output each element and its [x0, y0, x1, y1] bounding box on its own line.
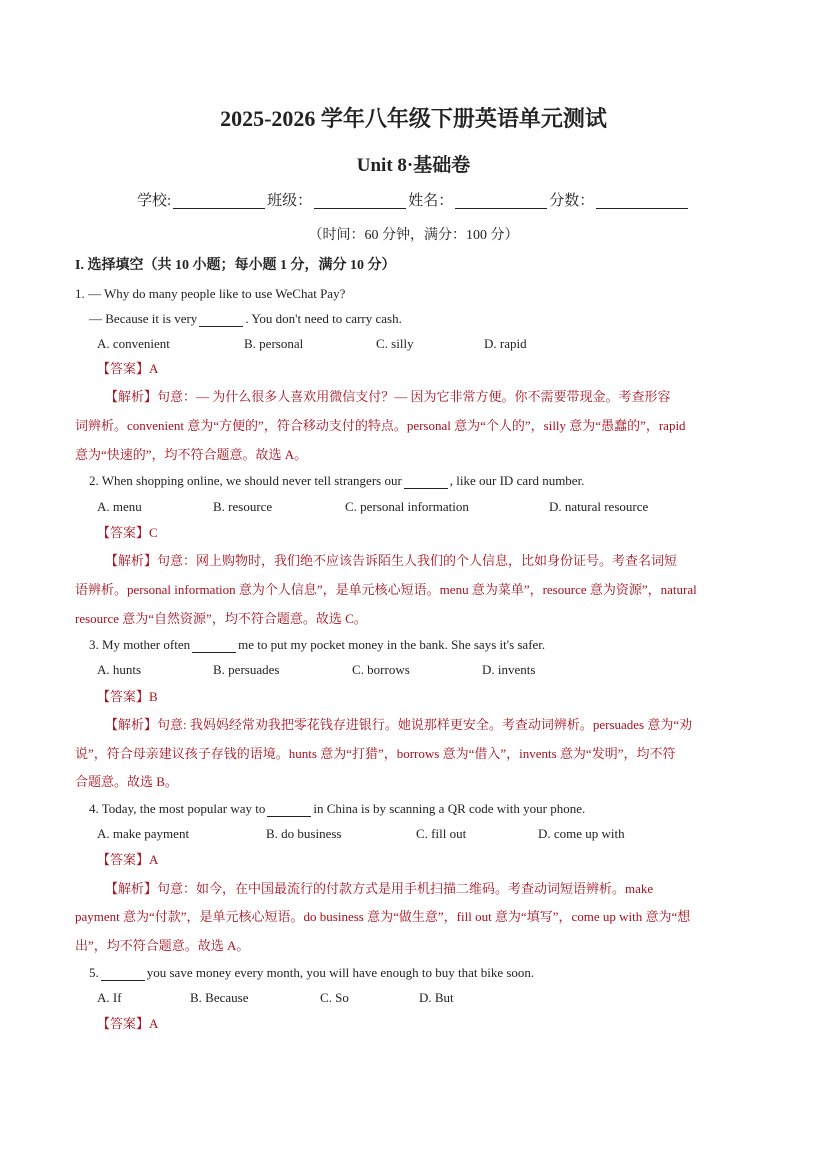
option-c: C. fill out	[416, 826, 467, 841]
class-label: 班级：	[267, 193, 313, 209]
analysis-line: resource 意为“自然资源”，均不符合题意。故选 C。	[75, 611, 367, 626]
analysis-line: 【解析】句意: 我妈妈经常劝我把零花钱存进银行。她说那样更安全。考查动词辨析。persuades 意为“劝	[105, 717, 693, 732]
question-4-stem: 4. Today, the most popular way to in China is by scanning a QR code with your phone.	[89, 801, 586, 816]
option-c: C. borrows	[352, 662, 410, 677]
score-field[interactable]	[596, 194, 688, 209]
option-b: B. persuades	[213, 662, 280, 677]
answer-blank	[101, 968, 145, 981]
score-label: 分数：	[549, 193, 595, 209]
option-b: B. do business	[266, 826, 342, 841]
info-fields	[137, 193, 690, 209]
question-1-stem-2: — Because it is very . You don't need to carry cash.	[89, 311, 402, 326]
school-label: 学校:	[137, 193, 172, 209]
option-d: D. rapid	[484, 336, 527, 351]
analysis-line: 合题意。故选 B。	[75, 774, 178, 789]
option-d: D. But	[419, 990, 454, 1005]
option-c: C. silly	[376, 336, 414, 351]
question-1-stem: 1. — Why do many people like to use WeChat Pay?	[75, 286, 346, 301]
answer: 【答案】B	[97, 689, 158, 704]
option-a: A. hunts	[97, 662, 142, 677]
answer-blank	[267, 804, 311, 817]
question-5-stem: 5. you save money every month, you will have enough to buy that bike soon.	[89, 965, 535, 980]
school-field[interactable]	[173, 194, 265, 209]
question-2-stem: 2. When shopping online, we should never tell strangers our , like our ID card number.	[89, 473, 585, 488]
option-d: D. come up with	[538, 826, 625, 841]
analysis-line: 语辨析。personal information 意为个人信息”，是单元核心短语。menu 意为菜单”，resource 意为资源”，natural	[75, 582, 697, 597]
option-d: D. natural resource	[549, 499, 649, 514]
option-b: B. resource	[213, 499, 273, 514]
time-note: （时间：60 分钟，满分：100 分）	[308, 228, 519, 243]
option-a: A. menu	[97, 499, 142, 514]
name-field[interactable]	[455, 194, 547, 209]
analysis-line: 【解析】句意：— 为什么很多人喜欢用微信支付？— 因为它非常方便。你不需要带现金。考查形容	[105, 389, 671, 404]
answer: 【答案】C	[97, 525, 158, 540]
class-field[interactable]	[314, 194, 406, 209]
answer: 【答案】A	[97, 852, 159, 867]
analysis-line: 出”，均不符合题意。故选 A。	[75, 938, 250, 953]
answer-blank	[404, 476, 448, 489]
analysis-line: payment 意为“付款”，是单元核心短语。do business 意为“做生意”，fill out 意为“填写”，come up with 意为“想	[75, 909, 691, 924]
option-c: C. So	[320, 990, 349, 1005]
document-subtitle: Unit 8·基础卷	[356, 155, 471, 176]
analysis-line: 说”，符合母亲建议孩子存钱的语境。hunts 意为“打猎”，borrows 意为“借入”，invents 意为“发明”，均不符	[75, 746, 676, 761]
option-c: C. personal information	[345, 499, 469, 514]
analysis-line: 意为“快速的”，均不符合题意。故选 A。	[75, 447, 308, 462]
answer-blank	[192, 640, 236, 653]
question-3-stem: 3. My mother often me to put my pocket money in the bank. She says it's safer.	[89, 637, 546, 652]
document-title: 2025-2026 学年八年级下册英语单元测试	[220, 106, 607, 131]
analysis-line: 【解析】句意：如今，在中国最流行的付款方式是用手机扫描二维码。考查动词短语辨析。make	[105, 881, 654, 896]
option-b: B. Because	[190, 990, 249, 1005]
answer-blank	[199, 314, 243, 327]
analysis-line: 词辨析。convenient 意为“方便的”，符合移动支付的特点。personal 意为“个人的”，silly 意为“愚蠢的”，rapid	[75, 418, 686, 433]
option-d: D. invents	[482, 662, 536, 677]
answer: 【答案】A	[97, 361, 159, 376]
option-a: A. convenient	[97, 336, 170, 351]
section-title: I. 选择填空（共 10 小题；每小题 1 分，满分 10 分）	[75, 258, 396, 273]
name-label: 姓名：	[408, 193, 454, 209]
option-a: A. If	[97, 990, 122, 1005]
option-b: B. personal	[244, 336, 304, 351]
option-a: A. make payment	[97, 826, 190, 841]
answer: 【答案】A	[97, 1016, 159, 1031]
analysis-line: 【解析】句意：网上购物时，我们绝不应该告诉陌生人我们的个人信息，比如身份证号。考查名词短	[105, 553, 678, 568]
